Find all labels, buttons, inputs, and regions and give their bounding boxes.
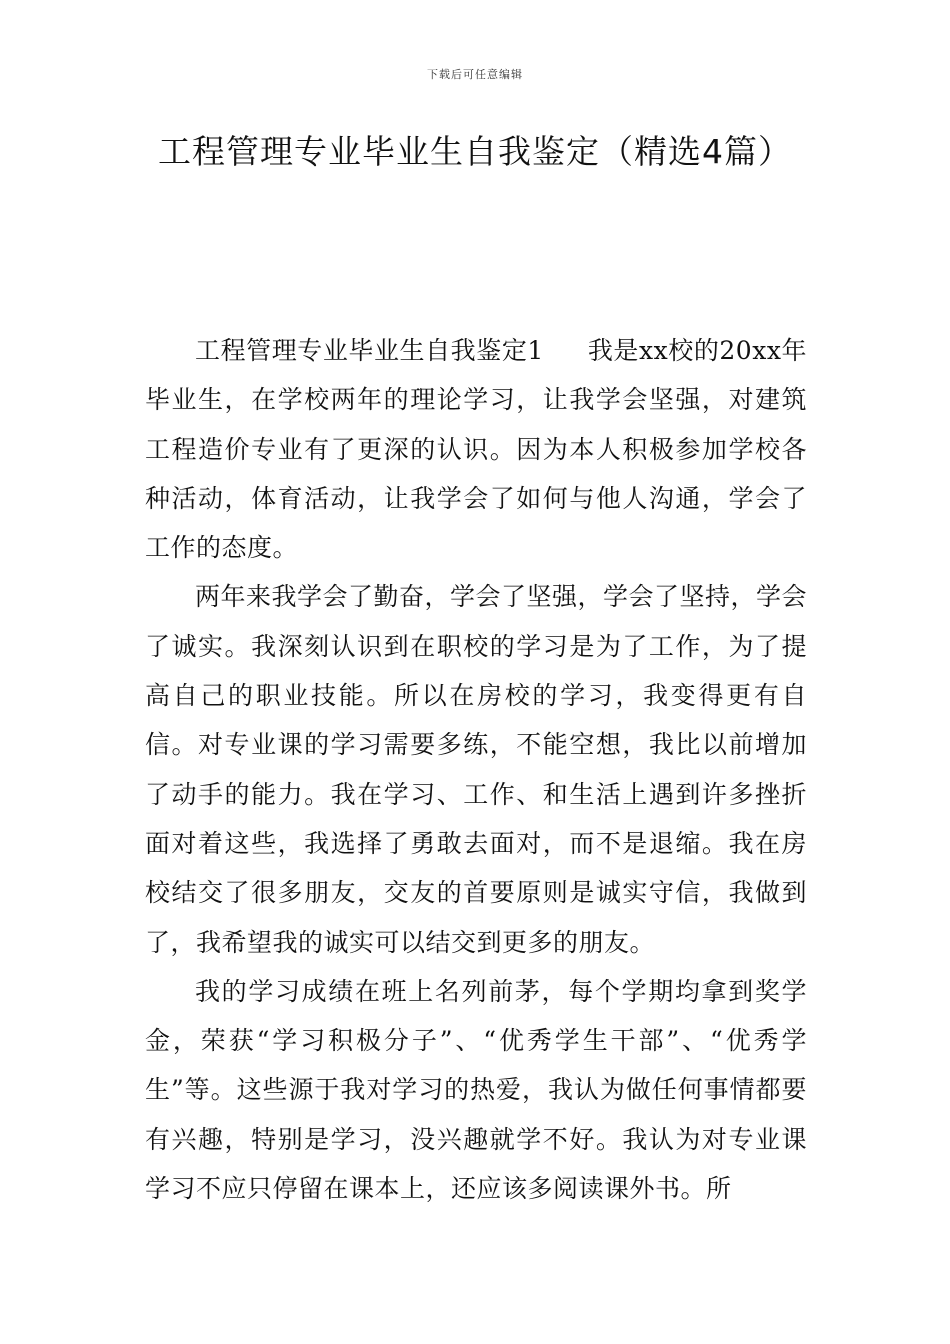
document-title: 工程管理专业毕业生自我鉴定（精选4篇） [158,132,792,171]
paragraph-1 [145,326,807,572]
paragraph-1-text: 我是xx校的20xx年毕业生，在学校两年的理论学习，让我学会坚强，对建筑工程造价专业有了更深的认识。因为本人积极参加学校各种活动，体育活动，让我学会了如何与他人沟通，学会了工作的态度。 [145,336,807,563]
section-heading: 工程管理专业毕业生自我鉴定1 [195,336,544,365]
paragraph-3: 我的学习成绩在班上名列前茅，每个学期均拿到奖学金，荣获“学习积极分子”、“优秀学生干部”、“优秀学生”等。这些源于我对学习的热爱，我认为做任何事情都要有兴趣，特别是学习，没兴趣就学不好。我认为对专业课学习不应只停留在课本上，还应该多阅读课外书。所 [145,976,807,1204]
document-body [145,326,807,1213]
paragraph-2: 两年来我学会了勤奋，学会了坚强，学会了坚持，学会了诚实。我深刻认识到在职校的学习是为了工作，为了提高自己的职业技能。所以在房校的学习，我变得更有自信。对专业课的学习需要多练，不能空想，我比以前增加了动手的能力。我在学习、工作、和生活上遇到许多挫折面对着这些，我选择了勇敢去面对，而不是退缩。我在房校结交了很多朋友，交友的首要原则是诚实守信，我做到了，我希望我的诚实可以结交到更多的朋友。 [145,582,808,957]
header-note: 下载后可任意编辑 [427,68,523,81]
